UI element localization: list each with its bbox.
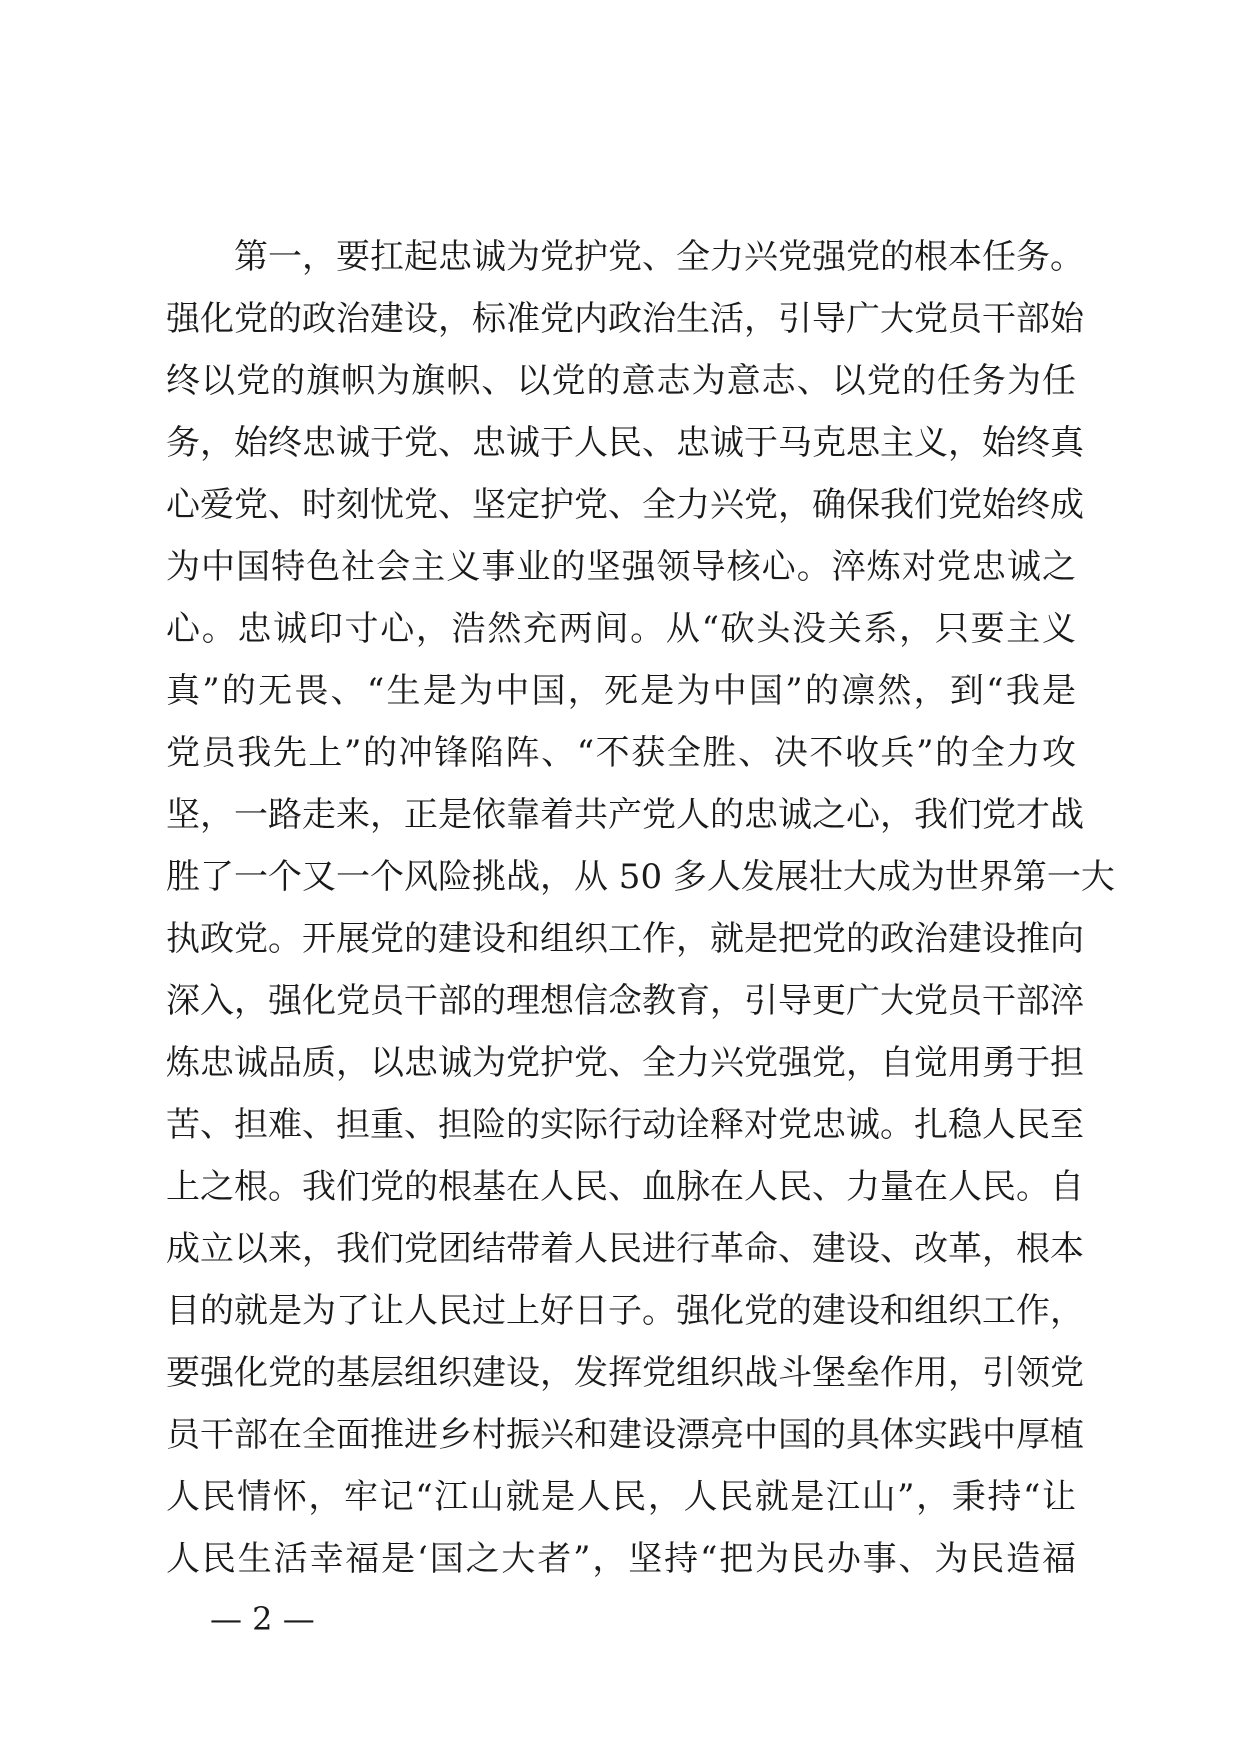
paragraph-line: 强化党的政治建设，标准党内政治生活，引导广大党员干部始 [166, 299, 1084, 339]
paragraph-line: 人民情怀，牢记“江山就是人民，人民就是江山”，秉持“让 [166, 1477, 1076, 1517]
paragraph-line: 成立以来，我们党团结带着人民进行革命、建设、改革，根本 [166, 1229, 1084, 1269]
paragraph-line: 苦、担难、担重、担险的实际行动诠释对党忠诚。扎稳人民至 [166, 1105, 1084, 1145]
paragraph-line: 心。忠诚印寸心，浩然充两间。从“砍头没关系，只要主义 [166, 609, 1076, 649]
paragraph-line: 终以党的旗帜为旗帜、以党的意志为意志、以党的任务为任 [166, 361, 1076, 401]
paragraph-line: 为中国特色社会主义事业的坚强领导核心。淬炼对党忠诚之 [166, 547, 1076, 587]
paragraph-line: 目的就是为了让人民过上好日子。强化党的建设和组织工作， [166, 1291, 1084, 1331]
paragraph-line: 员干部在全面推进乡村振兴和建设漂亮中国的具体实践中厚植 [166, 1415, 1084, 1455]
paragraph-line: 深入，强化党员干部的理想信念教育，引导更广大党员干部淬 [166, 981, 1084, 1021]
paragraph-line: 党员我先上”的冲锋陷阵、“不获全胜、决不收兵”的全力攻 [166, 733, 1076, 773]
paragraph-line: 执政党。开展党的建设和组织工作，就是把党的政治建设推向 [166, 919, 1084, 959]
body-paragraph [166, 226, 1115, 1590]
paragraph-line: 要强化党的基层组织建设，发挥党组织战斗堡垒作用，引领党 [166, 1353, 1084, 1393]
paragraph-line: 坚，一路走来，正是依靠着共产党人的忠诚之心，我们党才战 [166, 795, 1084, 835]
page-number: — 2 — [210, 1600, 315, 1638]
paragraph-line: 真”的无畏、“生是为中国，死是为中国”的凛然，到“我是 [166, 671, 1076, 711]
paragraph-line: 第一，要扛起忠诚为党护党、全力兴党强党的根本任务。 [234, 237, 1084, 277]
paragraph-line: 胜了一个又一个风险挑战，从 50 多人发展壮大成为世界第一大 [166, 857, 1115, 897]
paragraph-line: 务，始终忠诚于党、忠诚于人民、忠诚于马克思主义，始终真 [166, 423, 1084, 463]
paragraph-line: 炼忠诚品质，以忠诚为党护党、全力兴党强党，自觉用勇于担 [166, 1043, 1084, 1083]
paragraph-line: 人民生活幸福是‘国之大者”，坚持“把为民办事、为民造福 [166, 1539, 1076, 1579]
paragraph-line: 上之根。我们党的根基在人民、血脉在人民、力量在人民。自 [166, 1167, 1084, 1207]
paragraph-line: 心爱党、时刻忧党、坚定护党、全力兴党，确保我们党始终成 [166, 485, 1084, 525]
